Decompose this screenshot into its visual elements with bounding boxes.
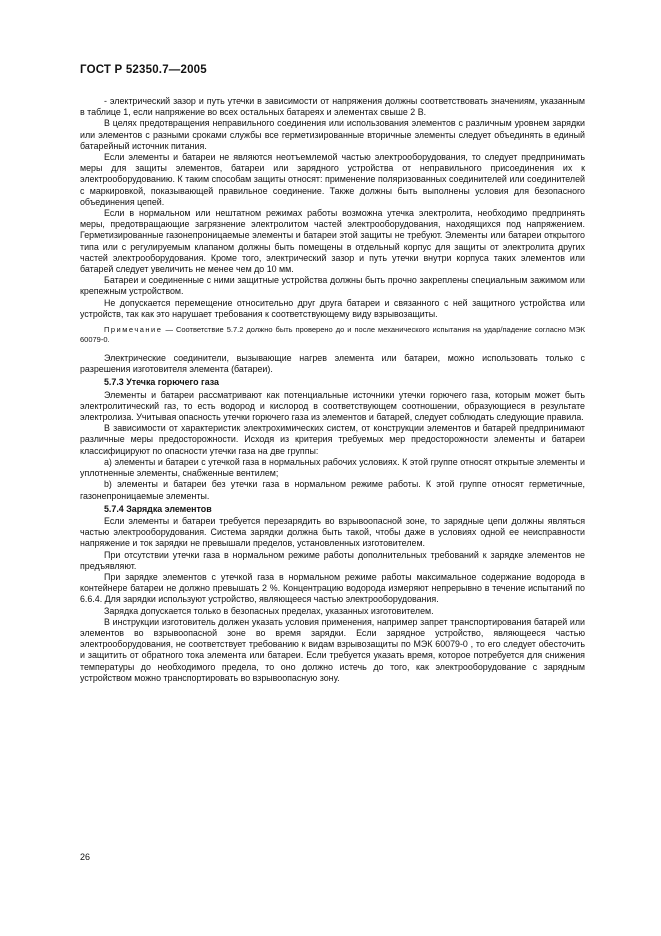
document-header: ГОСТ Р 52350.7—2005: [80, 64, 207, 76]
paragraph: В целях предотвращения неправильного соединения или использования элементов с различным уровнем зарядки или элементов с разными сроками службы все герметизированные вторичные элементы следует объединять в единый батарейный источник питания.: [80, 118, 585, 151]
section-heading-5-7-4: 5.7.4 Зарядка элементов: [104, 503, 212, 514]
note-label: Примечание: [104, 325, 163, 335]
paragraph: При зарядке элементов с утечкой газа в нормальном режиме работы максимальное содержание водорода в контейнере батареи не должно превышать 2 %. Концентрацию водорода измеряют непрерывно в течение испытаний по 6.6.4. Для зарядки используют устройство, являющееся частью электрооборудования.: [80, 571, 585, 605]
paragraph: Если элементы и батареи не являются неотъемлемой частью электрооборудования, то следует предпринимать меры для защиты элементов, батареи или зарядного устройства от неправильного присоединения их к электрооборудованию. К таким способам защиты относят: применение поляризованных соединителей или соединителей с маркировкой, показывающей правильное соединение. Также должны быть выполнены условия для безопасного объединения цепей.: [80, 152, 585, 207]
paragraph: Элементы и батареи рассматривают как потенциальные источники утечки горючего газа, которым может быть электролитический газ, то есть водород и кислород в соответствующем соотношении, образующиеся в результате электролиза. Учитывая опасность утечки горючего газа из элементов и батарей, следует соблюдать следующие правила.: [80, 389, 585, 423]
paragraph: - электрический зазор и путь утечки в зависимости от напряжения должны соответствовать значениям, указанным в таблице 1, если напряжение во всех остальных батареях и элементах свыше 2 В.: [80, 96, 585, 118]
paragraph: Зарядка допускается только в безопасных пределах, указанных изготовителем.: [104, 605, 434, 616]
paragraph: В инструкции изготовитель должен указать условия применения, например запрет транспортирования батарей или элементов во взрывоопасной зоне во время зарядки. Если зарядное устройство, являющееся частью электрооборудования, не соответствует требованию к видам взрывозащиты по МЭК 60079-0 , то его следует обесточить и защитить от обратного тока элемента или батареи. Если требуется указать время, которое потребуется для снижения температуры до необходимого предела, то оно должно истечь до того, как электрооборудование с зарядным устройством можно транспортировать во взрывоопасную зону.: [80, 616, 585, 683]
paragraph: Если элементы и батареи требуется перезарядить во взрывоопасной зоне, то зарядные цепи должны являться частью электрооборудования. Система зарядки должна быть такой, чтобы даже в условиях одной ее неисправности напряжение и ток зарядки не превышали пределов, установленных изготовителем.: [80, 515, 585, 549]
list-item: а) элементы и батареи с утечкой газа в нормальных рабочих условиях. К этой группе относят открытые элементы и уплотненные элементы, снабженные вентилем;: [80, 456, 585, 479]
paragraph: Батареи и соединенные с ними защитные устройства должны быть прочно закреплены специальным зажимом или крепежным устройством.: [80, 275, 585, 297]
paragraph: Не допускается перемещение относительно друг друга батареи и связанного с ней защитного устройства или устройств, так как это нарушает требования к соответствующему виду взрывозащиты.: [80, 297, 585, 319]
page-number: 26: [80, 852, 91, 862]
paragraph: Электрические соединители, вызывающие нагрев элемента или батареи, можно использовать только с разрешения изготовителя элемента (батареи).: [80, 353, 585, 375]
paragraph: В зависимости от характеристик электрохимических систем, от конструкции элементов и батарей предпринимают различные меры предосторожности. Исходя из критерия требуемых мер предосторожности элементы и батареи классифицируют по опасности утечки газа на две группы:: [80, 423, 585, 456]
note: [80, 325, 585, 345]
note-text: — Соответствие 5.7.2 должно быть проверено до и после механического испытания на удар/падение согласно МЭК 60079-0.: [80, 325, 585, 345]
document-body: [80, 96, 585, 684]
section-heading-5-7-3: 5.7.3 Утечка горючего газа: [104, 377, 219, 388]
paragraph: При отсутствии утечки газа в нормальном режиме работы дополнительных требований к зарядке элементов не предъявляют.: [80, 549, 585, 571]
paragraph: Если в нормальном или нештатном режимах работы возможна утечка электролита, необходимо предпринять меры, предотвращающие загрязнение электролитом частей электрооборудования, находящихся под напряжением. Герметизированные газонепроницаемые элементы и батареи этой защиты не требуют. Элементы или батареи открытого типа или с регулируемым клапаном должны быть помещены в отдельный корпус для защиты от электролита других частей электрооборудования. Кроме того, электрический зазор и путь утечки внутри корпуса таких элементов или батарей следует увеличить не менее чем до 10 мм.: [80, 208, 585, 275]
list-item: b) элементы и батареи без утечки газа в нормальном режиме работы. К этой группе относят герметичные, газонепроницаемые элементы.: [80, 479, 585, 501]
